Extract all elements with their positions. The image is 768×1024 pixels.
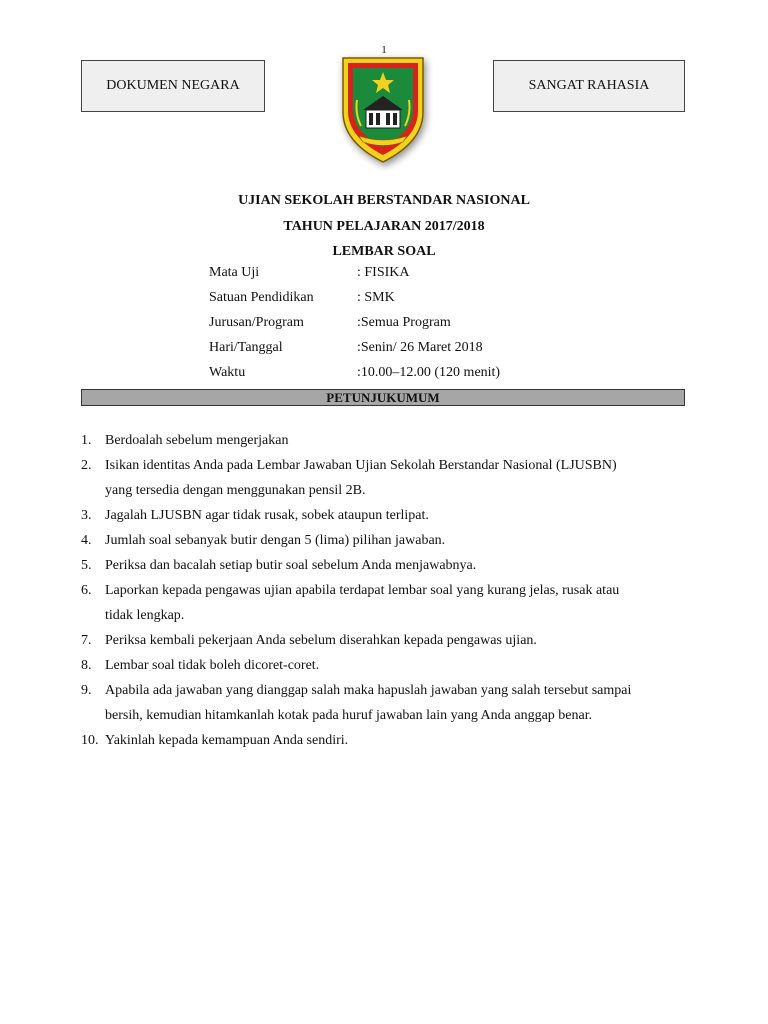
item-text: Isikan identitas Anda pada Lembar Jawaban Ujian Sekolah Berstandar Nasional (LJUSBN) (105, 458, 617, 473)
item-text: Lembar soal tidak boleh dicoret-coret. (105, 658, 320, 673)
list-item (81, 628, 691, 653)
classification-label (493, 60, 685, 112)
item-text: Yakinlah kepada kemampuan Anda sendiri. (105, 733, 349, 748)
item-text: Periksa kembali pekerjaan Anda sebelum diserahkan kepada pengawas ujian. (105, 633, 537, 648)
item-text: yang tersedia dengan menggunakan pensil 2B. (105, 483, 366, 498)
item-text: Laporkan kepada pengawas ujian apabila terdapat lembar soal yang kurang jelas, rusak atau (105, 583, 620, 598)
instruction-list (81, 428, 691, 753)
list-item (81, 728, 691, 753)
info-value: : FISIKA (357, 265, 410, 280)
item-text: Jumlah soal sebanyak butir dengan 5 (lima) pilihan jawaban. (105, 533, 446, 548)
item-number: 2. (81, 458, 92, 473)
item-text: bersih, kemudian hitamkanlah kotak pada huruf jawaban lain yang Anda anggap benar. (105, 708, 593, 723)
info-row-subject (209, 260, 569, 285)
list-item (81, 453, 691, 478)
exam-title: UJIAN SEKOLAH BERSTANDAR NASIONAL (238, 193, 530, 208)
info-row-time (209, 360, 569, 385)
item-number: 6. (81, 583, 92, 598)
document-class-text: DOKUMEN NEGARA (106, 78, 240, 93)
item-text: tidak lengkap. (105, 608, 185, 623)
list-item (81, 528, 691, 553)
item-number: 1. (81, 433, 92, 448)
item-number: 4. (81, 533, 92, 548)
document-class-label (81, 60, 265, 112)
info-value: :Semua Program (357, 315, 451, 330)
academic-year: TAHUN PELAJARAN 2017/2018 (283, 219, 485, 234)
item-number: 5. (81, 558, 92, 573)
info-value: :10.00–12.00 (120 menit) (357, 365, 501, 380)
item-number: 10. (81, 733, 99, 748)
list-item (81, 653, 691, 678)
coat-of-arms-logo-icon (333, 52, 433, 174)
list-item-continuation (81, 703, 691, 728)
info-label: Waktu (209, 365, 246, 380)
item-text: Periksa dan bacalah setiap butir soal sebelum Anda menjawabnya. (105, 558, 477, 573)
item-number: 9. (81, 683, 92, 698)
list-item-continuation (81, 478, 691, 503)
item-text: Berdoalah sebelum mengerjakan (105, 433, 289, 448)
info-value: :Senin/ 26 Maret 2018 (357, 340, 483, 355)
info-label: Mata Uji (209, 265, 260, 280)
info-label: Satuan Pendidikan (209, 290, 314, 305)
item-number: 8. (81, 658, 92, 673)
classification-text: SANGAT RAHASIA (528, 78, 650, 93)
list-item (81, 553, 691, 578)
list-item-continuation (81, 603, 691, 628)
info-row-program (209, 310, 569, 335)
info-row-date (209, 335, 569, 360)
item-text: Apabila ada jawaban yang dianggap salah maka hapuslah jawaban yang salah tersebut sampai (105, 683, 632, 698)
item-text: Jagalah LJUSBN agar tidak rusak, sobek ataupun terlipat. (105, 508, 429, 523)
list-item (81, 678, 691, 703)
page-number: 1 (381, 44, 387, 56)
item-number: 7. (81, 633, 92, 648)
list-item (81, 578, 691, 603)
item-number: 3. (81, 508, 92, 523)
info-label: Jurusan/Program (209, 315, 304, 330)
info-row-education-unit (209, 285, 569, 310)
list-item (81, 428, 691, 453)
info-label: Hari/Tanggal (209, 340, 283, 355)
info-value: : SMK (357, 290, 395, 305)
exam-info-table (209, 260, 569, 385)
sheet-title: LEMBAR SOAL (332, 244, 436, 259)
section-header-bar: PETUNJUKUMUM (81, 389, 685, 406)
list-item (81, 503, 691, 528)
